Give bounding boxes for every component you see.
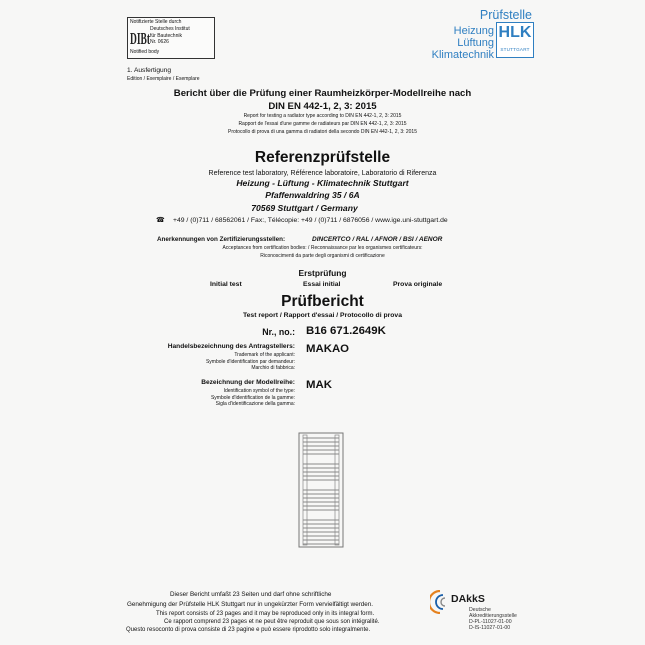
- lab-sub: Reference test laboratory, Référence laboratoire, Laboratorio di Riferenza: [208, 170, 437, 177]
- nr-value: B16 671.2649K: [306, 325, 386, 337]
- model-sub-line: Identification symbol of the type:: [223, 388, 295, 394]
- footer-line1: Dieser Bericht umfaßt 23 Seiten und darf ohne schriftliche: [170, 591, 332, 598]
- lab-name: Heizung - Lüftung - Klimatechnik Stuttgart: [236, 178, 409, 188]
- edition-sub: Edition / Exemplaire / Esemplare: [127, 76, 200, 82]
- hlk-words: [432, 25, 494, 62]
- model-label: Bezeichnung der Modellreihe:: [201, 379, 295, 386]
- report-title-line2: DIN EN 442-1, 2, 3: 2015: [268, 101, 377, 112]
- dakks-mark: DAkkS: [451, 593, 485, 605]
- erstpruefung-item-it: Prova originale: [393, 281, 443, 288]
- dibt-footer: Notified body: [130, 49, 160, 55]
- model-sub-line: Symbole d'identification de la gamme:: [210, 394, 295, 401]
- trade-sub-line: Trademark of the applicant:: [234, 352, 295, 358]
- footer-line4: Ce rapport comprend 23 pages et ne peut être reproduit que sous son intégralité.: [164, 619, 380, 625]
- erstpruefung-item-en: Initial test: [210, 281, 242, 288]
- phone-icon: ☎: [156, 217, 165, 224]
- dibt-line: Deutsches Institut: [150, 26, 190, 32]
- model-sub: [120, 388, 295, 408]
- dibt-lines: [150, 26, 190, 46]
- recognition-it: Riconoscimenti da parte degli organismi di certificazione: [260, 253, 385, 259]
- dibt-logo-text: DIBt: [130, 29, 150, 47]
- dibt-logo: [130, 27, 150, 47]
- lab-street: Pfaffenwaldring 35 / 6A: [265, 190, 360, 200]
- trade-label: Handelsbezeichnung des Antragstellers:: [167, 343, 295, 350]
- recognition-en: Acceptances from certification bodies: / Reconnaissance par les organismes certificateurs:: [222, 245, 423, 251]
- model-sub-line: Sigla d'identificazione della gamma:: [215, 401, 295, 407]
- footer-line5: Questo resoconto di prova consiste di 23 pagine e può essere riprodotto solo integralmente.: [126, 627, 371, 633]
- dibt-header: Notifizierte Stelle durch: [130, 19, 182, 25]
- dakks-line: D-IS-11027-01-00: [469, 625, 511, 631]
- nr-label: Nr., no.:: [262, 327, 295, 337]
- report-title-fr: Rapport de l'essai d'une gamme de radiateurs par DIN EN 442-1, 2, 3: 2015: [238, 121, 407, 127]
- pruefbericht-title: Prüfbericht: [281, 293, 364, 310]
- model-value: MAK: [306, 379, 332, 391]
- hlk-logo-city: STUTTGART: [500, 47, 530, 52]
- trade-sub-line: Marchio di fabbrica:: [251, 365, 295, 371]
- lab-city: 70569 Stuttgart / Germany: [251, 203, 358, 213]
- footer-line3: This report consists of 23 pages and it may be reproduced only in its integral form.: [156, 611, 375, 617]
- report-title-it: Protocollo di prova di una gamma di radiatori della secondo DIN EN 442-1, 2, 3: 2015: [228, 129, 417, 135]
- footer-line2: Genehmigung der Prüfstelle HLK Stuttgart nur in ungekürzter Form vervielfältigt werden.: [127, 601, 374, 608]
- lab-contact: +49 / (0)711 / 68562061 / Fax:, Télécopie: +49 / (0)711 / 6876056 / www.ige.uni-stuttgart.de: [173, 217, 448, 224]
- report-title-line1: Bericht über die Prüfung einer Raumheizkörper-Modellreihe nach: [173, 88, 472, 99]
- recognition-label: Anerkennungen von Zertifizierungsstellen:: [157, 236, 286, 243]
- dakks-line: Deutsche: [469, 607, 491, 613]
- hlk-pruefstelle: Prüfstelle: [479, 8, 532, 22]
- report-title-en: Report for testing a radiator type according to DIN EN 442-1, 2, 3: 2015: [243, 113, 402, 119]
- recognition-value: DINCERTCO / RAL / AFNOR / BSI / AENOR: [312, 236, 443, 243]
- dibt-line: Nr. 0626: [150, 39, 169, 45]
- pruefbericht-sub: Test report / Rapport d'essai / Protocollo di prova: [243, 312, 402, 319]
- dakks-emblem-icon: [430, 590, 450, 614]
- erstpruefung-item-fr: Essai initial: [303, 281, 341, 288]
- trade-sub-line: Symbole d'identification par demandeur:: [205, 358, 295, 365]
- hlk-word: Heizung: [453, 25, 494, 37]
- radiator-drawing: [298, 432, 344, 548]
- hlk-logo-mark: HLK: [498, 24, 532, 41]
- edition-title: 1. Ausfertigung: [127, 67, 171, 74]
- hlk-word: Klimatechnik: [431, 49, 494, 62]
- trade-sub: [120, 352, 295, 372]
- dibt-line: für Bautechnik: [150, 32, 182, 39]
- erstpruefung-title: Erstprüfung: [298, 268, 347, 278]
- dakks-lines: [469, 607, 517, 631]
- hlk-word: Lüftung: [457, 37, 494, 50]
- lab-title: Referenzprüfstelle: [254, 149, 391, 166]
- dakks-line: D-PL-11027-01-00: [469, 619, 512, 625]
- dakks-line: Akkreditierungsstelle: [469, 613, 517, 619]
- trade-value: MAKAO: [306, 343, 350, 355]
